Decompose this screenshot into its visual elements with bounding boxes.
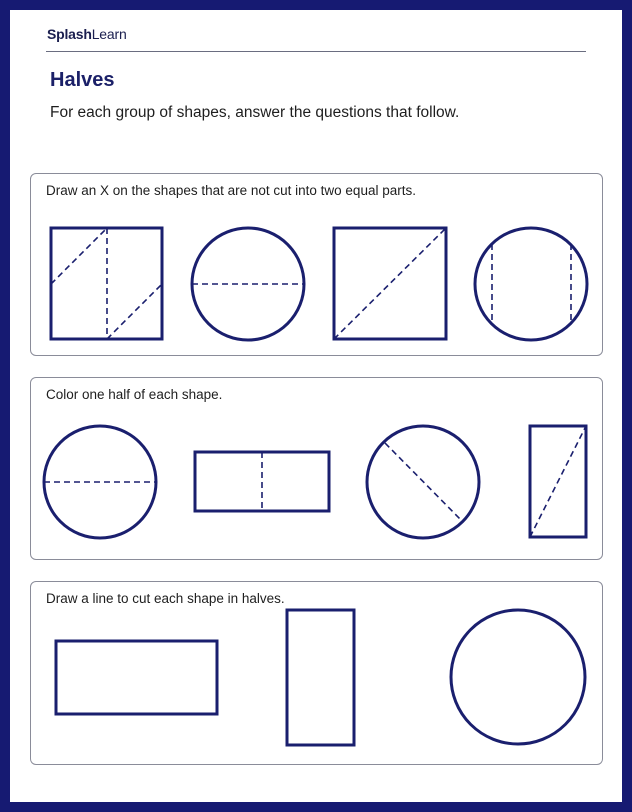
section-1-shape-3-square[interactable] bbox=[334, 228, 446, 339]
section-2-question: Color one half of each shape. bbox=[46, 387, 223, 402]
section-1-shape-1-square[interactable] bbox=[51, 228, 162, 339]
header-divider bbox=[46, 51, 586, 52]
worksheet-page bbox=[10, 10, 622, 802]
brand-logo bbox=[47, 26, 127, 42]
section-3-shape-1-rectangle[interactable] bbox=[56, 641, 217, 714]
worksheet-instructions: For each group of shapes, answer the questions that follow. bbox=[50, 104, 460, 121]
section-1-shape-4-circle[interactable] bbox=[475, 228, 587, 340]
section-2-shape-3-circle[interactable] bbox=[367, 426, 479, 538]
section-3-question: Draw a line to cut each shape in halves. bbox=[46, 591, 285, 606]
section-1-question: Draw an X on the shapes that are not cut into two equal parts. bbox=[46, 183, 416, 198]
section-2-shape-1-circle[interactable] bbox=[44, 426, 156, 538]
section-3-shape-2-rectangle[interactable] bbox=[287, 610, 354, 745]
worksheet-title: Halves bbox=[50, 69, 115, 91]
section-1-shape-2-circle[interactable] bbox=[192, 228, 304, 340]
brand-logo-bold: Splash bbox=[47, 26, 92, 42]
brand-logo-regular: Learn bbox=[91, 26, 127, 42]
section-2-shape-2-rectangle[interactable] bbox=[195, 452, 329, 511]
section-2-shape-4-rectangle[interactable] bbox=[530, 426, 586, 537]
section-3-shape-3-circle[interactable] bbox=[451, 610, 585, 744]
